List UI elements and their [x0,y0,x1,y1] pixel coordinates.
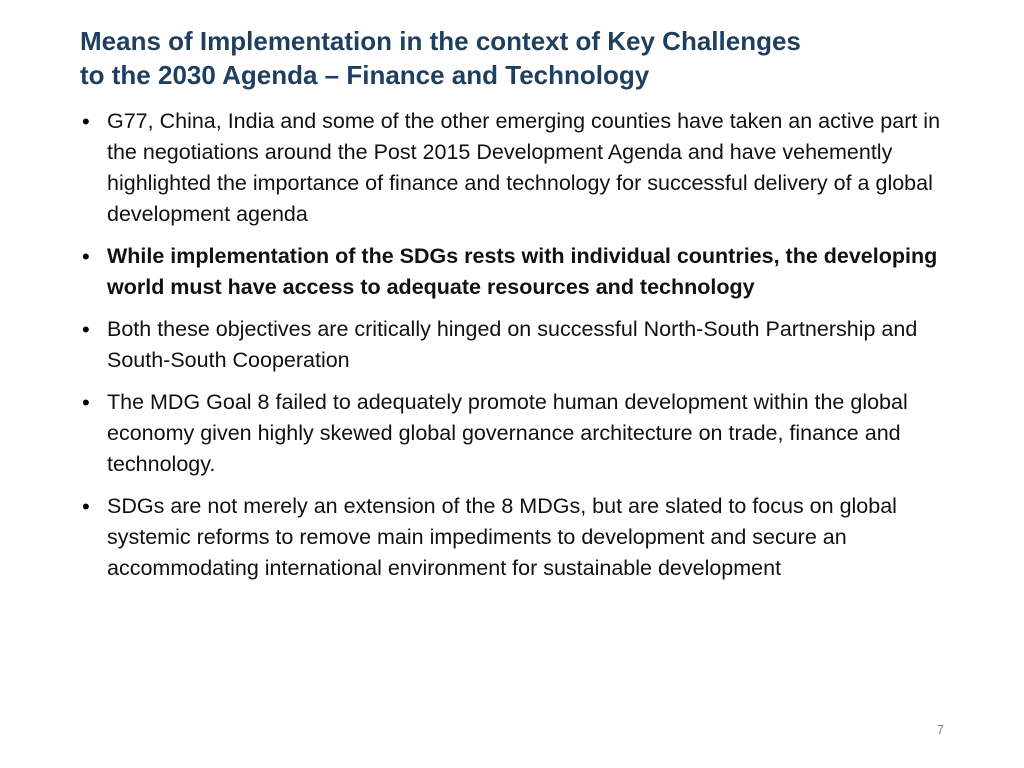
bullet-text-1: G77, China, India and some of the other emerging counties have taken an active part in the negotiations around the Post 2015 Development Agenda and have vehemently highlighted the importance of finance and technology for successful delivery of a global development agenda [107,109,941,226]
bullet-text-4: The MDG Goal 8 failed to adequately promote human development within the global economy given highly skewed global governance architecture on trade, finance and technology. [107,390,908,476]
slide-title [80,24,960,92]
bullet-dot-icon: • [82,244,90,269]
bullet-text-2: While implementation of the SDGs rests with individual countries, the developing world must have access to adequate resources and technology [107,244,938,299]
slide-title-line-2: to the 2030 Agenda – Finance and Technology [80,60,650,90]
bullet-dot-icon: • [82,317,90,342]
bullet-dot-icon: • [82,494,90,519]
bullet-text-5: SDGs are not merely an extension of the 8 MDGs, but are slated to focus on global systemic reforms to remove main impediments to development and secure an accommodating international environment for sustainable development [107,494,897,580]
bullet-item-4 [80,387,960,480]
bullet-list [80,106,960,595]
bullet-dot-icon: • [82,390,90,415]
bullet-item-3 [80,314,960,376]
bullet-item-5 [80,491,960,584]
bullet-dot-icon: • [82,109,90,134]
bullet-text-3: Both these objectives are critically hinged on successful North-South Partnership and South-South Cooperation [107,317,918,372]
slide-title-line-1: Means of Implementation in the context of Key Challenges [80,26,801,56]
page-number: 7 [936,722,944,737]
bullet-item-1 [80,106,960,230]
bullet-item-2 [80,241,960,303]
